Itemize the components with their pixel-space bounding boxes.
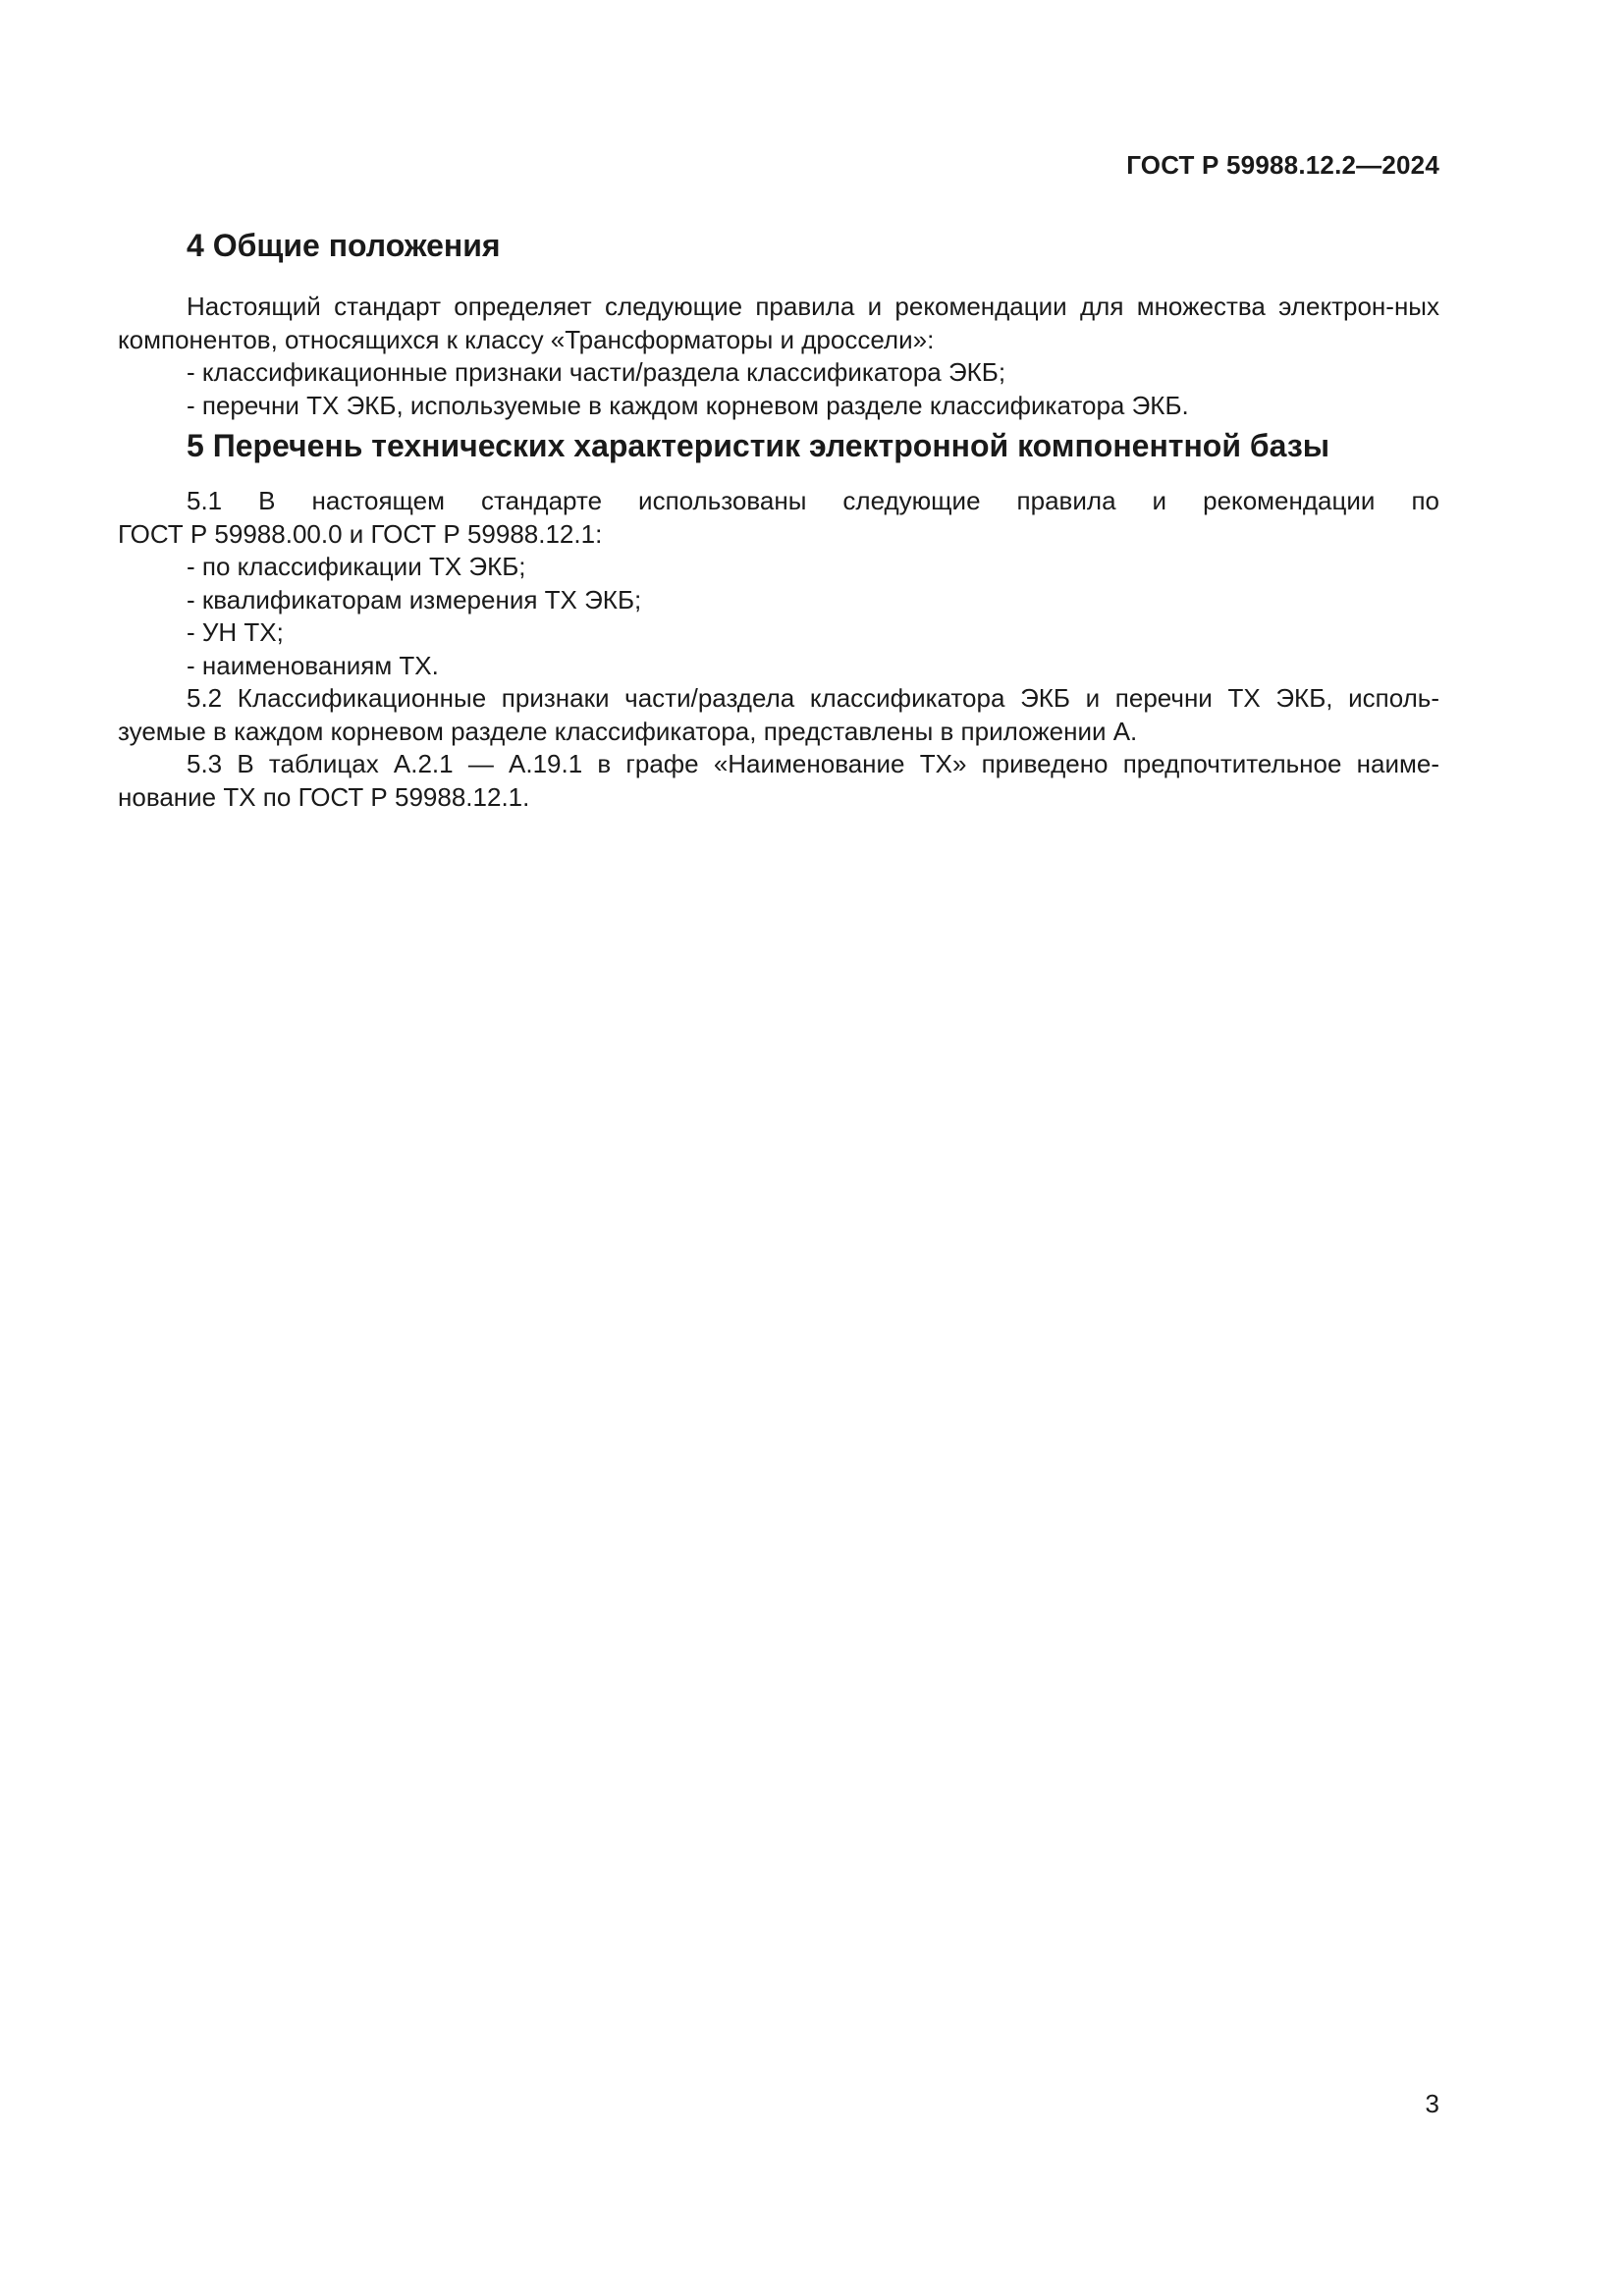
paragraph-5-3: 5.3 В таблицах А.2.1 — А.19.1 в графе «Наименование ТХ» приведено предпочтительное наиме-нование ТХ по ГОСТ Р 59988.12.1. <box>118 749 1439 812</box>
paragraph-5-1-line-2: ГОСТ Р 59988.00.0 и ГОСТ Р 59988.12.1: <box>118 518 603 549</box>
standard-code-header: ГОСТ Р 59988.12.2—2024 <box>1126 150 1439 180</box>
list-item: - УН ТХ; <box>187 617 284 647</box>
page-number: 3 <box>1425 2089 1439 2118</box>
list-item: - квалификаторам измерения ТХ ЭКБ; <box>187 584 642 614</box>
list-item: - классификационные признаки части/раздела классификатора ЭКБ; <box>187 357 1006 387</box>
section-4-title: 4 Общие положения <box>187 228 501 263</box>
list-item: - наименованиям ТХ. <box>187 650 439 680</box>
list-item: - перечни ТХ ЭКБ, используемые в каждом корневом разделе классификатора ЭКБ. <box>187 390 1189 420</box>
list-item: - по классификации ТХ ЭКБ; <box>187 552 526 581</box>
paragraph-5-2: 5.2 Классификационные признаки части/раздела классификатора ЭКБ и перечни ТХ ЭКБ, исполь-зуемые в каждом корневом разделе классификатора, представлены в приложении А. <box>118 683 1439 746</box>
paragraph-5-1-line-1: 5.1 В настоящем стандарте использованы следующие правила и рекомендации по <box>187 486 1439 515</box>
section-5-body <box>118 485 1439 814</box>
section-4-intro: Настоящий стандарт определяет следующие правила и рекомендации для множества электрон-ных компонентов, относящихся к классу «Трансформаторы и дроссели»: <box>118 292 1439 354</box>
section-4-body <box>118 291 1439 422</box>
section-5-title: 5 Перечень технических характеристик электронной компонентной базы <box>187 428 1330 463</box>
document-body <box>118 222 1439 814</box>
